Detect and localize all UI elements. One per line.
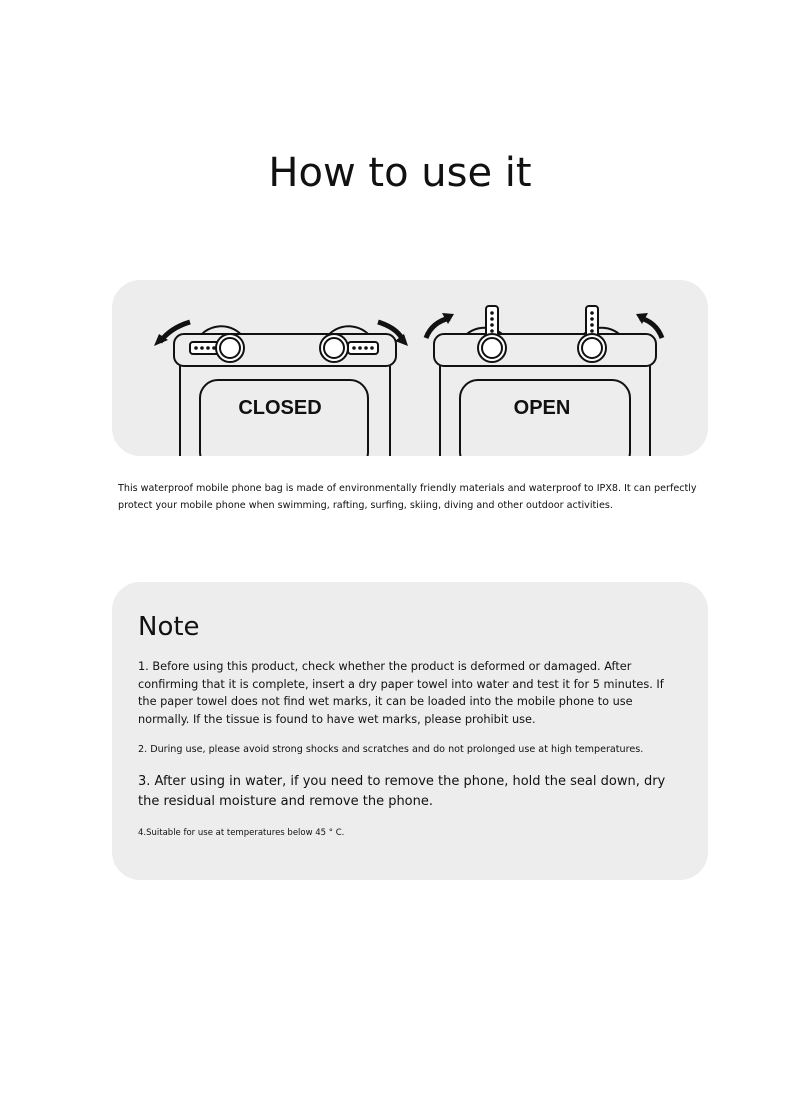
open-pouch-drawing xyxy=(434,306,656,456)
note-item-1: 1. Before using this product, check whether the product is deformed or damaged. After confirming that it is complete, insert a dry paper towel into water and test it for 5 minutes. If the paper towel does not find wet marks, it can be loaded into the mobile phone to use normally. If the tissue is found to have wet marks, please prohibit use. xyxy=(138,660,664,726)
closed-pouch-drawing xyxy=(174,326,396,456)
note-item-2: 2. During use, please avoid strong shocks and scratches and do not prolonged use at high temperatures. xyxy=(138,744,644,755)
note-item-3: 3. After using in water, if you need to remove the phone, hold the seal down, dry the residual moisture and remove the phone. xyxy=(138,774,666,809)
open-label: OPEN xyxy=(513,397,571,419)
page-title: How to use it xyxy=(268,150,532,196)
note-item-4: 4.Suitable for use at temperatures below 45 ° C. xyxy=(138,828,345,838)
usage-illustration xyxy=(112,280,708,456)
usage-illustration-panel xyxy=(112,280,708,456)
intro-paragraph: This waterproof mobile phone bag is made of environmentally friendly materials and waterproof to IPX8. It can perfectly protect your mobile phone when swimming, rafting, surfing, skiing, diving and other outdoor activities. xyxy=(118,483,697,511)
closed-label: CLOSED xyxy=(238,397,322,419)
note-heading: Note xyxy=(138,612,200,642)
